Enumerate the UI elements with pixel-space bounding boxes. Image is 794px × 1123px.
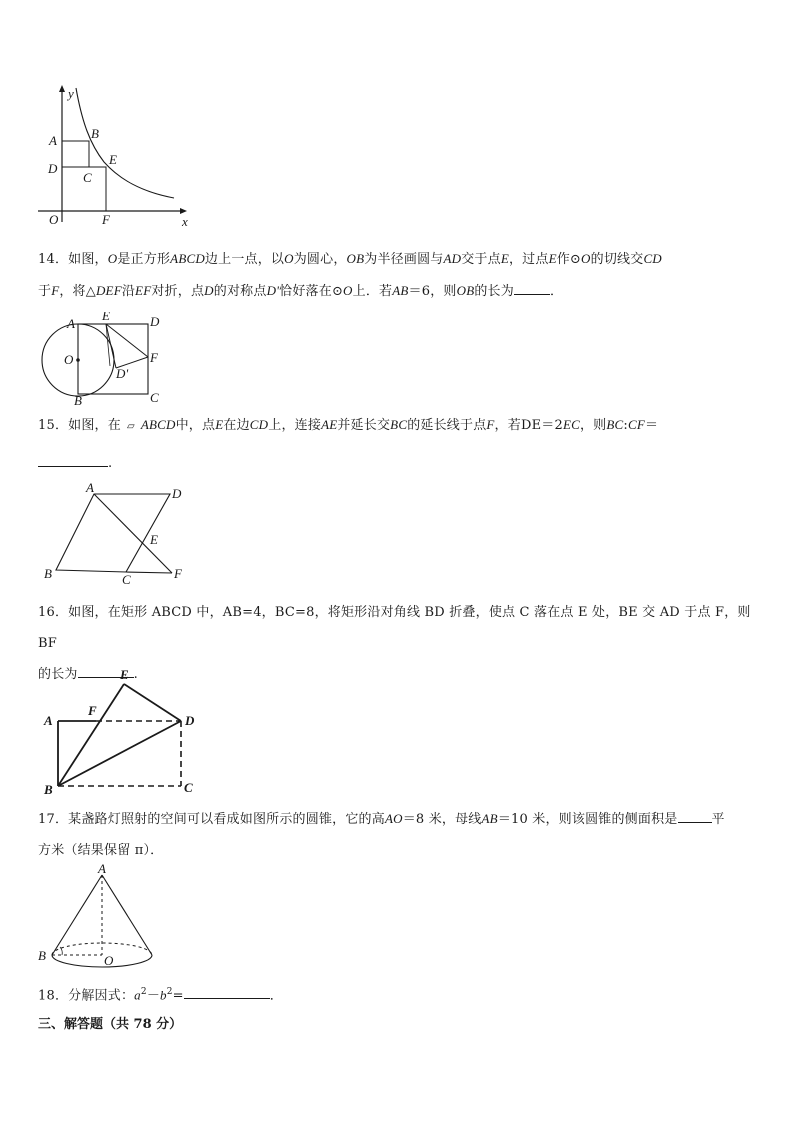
question-text: AO <box>384 811 403 826</box>
question-text: 在边 <box>223 418 250 433</box>
point-label-D: D <box>150 314 160 329</box>
point-label-A: A <box>67 316 75 331</box>
point-label-C: C <box>184 780 193 795</box>
question-text: F <box>486 417 495 432</box>
figure-rectangle-fold <box>34 664 214 796</box>
question-text: ABCD <box>140 417 176 432</box>
point-label-B: B <box>44 782 53 796</box>
question-text: . <box>108 456 113 471</box>
question-text: 的长为 <box>38 667 78 682</box>
question-text: OB <box>456 283 475 298</box>
question-text: 并延长交 <box>337 418 391 433</box>
question-text: ，过点 <box>508 252 549 267</box>
question-text: 如图， <box>68 252 108 267</box>
square-ABCD <box>78 324 148 394</box>
question-text: 为半径画圆与 <box>364 252 444 267</box>
question-text: AB <box>481 811 498 826</box>
point-label-F: F <box>102 212 110 227</box>
point-label-O: O <box>64 352 74 367</box>
parallelogram-symbol: ▱ <box>126 421 135 432</box>
cone-left-slant <box>52 875 102 955</box>
segment-AF <box>94 494 172 573</box>
question-text: ，若 <box>494 418 521 433</box>
question-text: E <box>548 251 557 266</box>
point-label-E: E <box>120 667 129 682</box>
question-text: AB <box>392 283 409 298</box>
question-text: 交于点 <box>461 252 501 267</box>
question-text: EC <box>562 417 580 432</box>
question-text: CD <box>249 417 269 432</box>
question-text: BC <box>606 417 624 432</box>
question-text: EF <box>135 283 152 298</box>
point-label-B: B <box>44 566 52 581</box>
question-text: ． <box>549 284 564 299</box>
rectangle-ABCD <box>62 141 89 167</box>
question-text: ＝ <box>645 418 659 433</box>
question-text: － <box>146 988 161 1004</box>
point-label-F: F <box>174 566 182 581</box>
segment-BD <box>58 721 181 786</box>
question-text: 于 <box>38 284 52 299</box>
segment-BE <box>58 684 124 786</box>
question-text: 恰好落在⊙ <box>279 284 344 299</box>
point-label-D: D <box>48 161 58 176</box>
q15-line1 <box>38 409 758 442</box>
question-text: 2 <box>140 987 147 997</box>
question-text: b <box>160 987 167 1003</box>
question-text: : <box>623 418 628 433</box>
point-label-E: E <box>102 312 110 323</box>
question-text: O <box>581 251 591 266</box>
q14-line1 <box>38 243 758 275</box>
point-label-A: A <box>44 713 53 728</box>
point-label-Dp: D' <box>116 366 129 381</box>
question-text: 16． <box>38 605 69 620</box>
question-text: F <box>51 283 60 298</box>
question-text: 的长为 <box>474 284 514 299</box>
question-text: a <box>134 987 141 1003</box>
figure-square-circle <box>34 312 174 408</box>
point-label-F: F <box>150 350 158 365</box>
answer-blank-14[interactable] <box>514 282 550 295</box>
question-text: 的延长线于点 <box>407 418 487 433</box>
question-text: 如图，在矩形 ABCD 中，AB=4，BC=8，将矩形沿对角线 BD 折叠，使点 C 落在点 E 处，BE 交 AD 于点 F，则 BF <box>38 605 751 651</box>
question-text: D <box>204 283 214 298</box>
point-label-x: x <box>182 214 188 229</box>
point-label-C: C <box>122 572 131 586</box>
question-14 <box>38 243 758 307</box>
point-label-C: C <box>150 390 159 405</box>
figure-hyperbola <box>34 82 194 232</box>
question-text: ＝8 米，母线 <box>402 812 482 827</box>
question-text: ＝10 米，则该圆锥的侧面积是 <box>497 812 678 827</box>
question-text: E <box>500 251 509 266</box>
point-label-B: B <box>91 126 99 141</box>
point-label-B: B <box>74 393 82 408</box>
point-label-E: E <box>109 152 117 167</box>
question-text: AE <box>321 417 338 432</box>
point-label-B: B <box>38 948 46 963</box>
question-text: 14． <box>38 252 69 267</box>
point-label-O: O <box>49 212 59 227</box>
question-text: E <box>215 417 224 432</box>
question-text: 的切线交 <box>590 252 644 267</box>
answer-blank-17[interactable] <box>678 810 712 823</box>
question-text: 中，点 <box>175 418 216 433</box>
question-text: O <box>107 251 118 266</box>
question-text: = <box>172 988 184 1004</box>
section-heading: 三、解答题（共 78 分） <box>38 1017 183 1032</box>
answer-blank-15[interactable] <box>38 454 108 467</box>
point-label-A: A <box>98 863 106 876</box>
question-text: 平 <box>711 812 725 827</box>
question-text: DE <box>520 418 542 433</box>
question-text: 17． <box>38 812 69 827</box>
figure-parallelogram <box>34 480 194 586</box>
segment-ED <box>124 684 181 721</box>
q16-line1 <box>38 597 758 659</box>
question-text: ABCD <box>170 251 205 266</box>
question-text: O <box>284 251 294 266</box>
question-text: O <box>343 283 353 298</box>
figure-cone <box>34 863 164 971</box>
question-text: BC <box>390 417 408 432</box>
question-18 <box>38 977 758 1011</box>
question-text: 的对称点 <box>213 284 267 299</box>
question-text: 15． <box>38 418 69 433</box>
question-text: D' <box>266 283 280 298</box>
question-text: 上，连接 <box>268 418 322 433</box>
question-text: 方米（结果保留 π）． <box>38 843 164 858</box>
question-text: ＝2 <box>541 418 563 433</box>
q14-line2 <box>38 275 758 307</box>
point-O <box>76 358 80 362</box>
point-label-C: C <box>83 170 92 185</box>
q17-line2 <box>38 835 758 866</box>
question-15 <box>38 409 758 479</box>
point-label-E: E <box>150 532 158 547</box>
question-text: CF <box>627 417 645 432</box>
question-text: . <box>133 667 138 682</box>
question-text: 沿 <box>121 284 136 299</box>
point-label-F: F <box>88 703 97 718</box>
question-text: ＝6，则 <box>408 284 457 299</box>
segment-E-tangent <box>106 324 110 366</box>
segment-CF <box>126 572 172 573</box>
question-text: ，将△ <box>59 284 96 299</box>
q15-line2 <box>38 448 758 479</box>
question-text: 如图，在 <box>68 418 121 433</box>
point-label-D: D <box>172 486 182 501</box>
point-label-D: D <box>185 713 195 728</box>
question-text: ． <box>269 988 283 1004</box>
question-text: DEF <box>95 283 122 298</box>
cone-base-front <box>52 955 152 967</box>
question-text: 作⊙ <box>556 252 582 267</box>
point-label-O: O <box>104 953 114 968</box>
point-label-A: A <box>49 133 57 148</box>
point-label-y: y <box>68 86 74 101</box>
question-text: 分解因式： <box>68 988 135 1004</box>
question-text: 18． <box>38 988 69 1004</box>
question-text: OB <box>346 251 365 266</box>
answer-blank-18[interactable] <box>184 986 270 999</box>
point-label-A: A <box>86 480 94 495</box>
question-text: 为圆心， <box>293 252 347 267</box>
question-17 <box>38 803 758 866</box>
question-text: CD <box>643 251 662 266</box>
question-text: 对折，点 <box>151 284 205 299</box>
question-text: 某盏路灯照射的空间可以看成如图所示的圆锥，它的高 <box>68 812 385 827</box>
question-text: ，则 <box>579 418 607 433</box>
question-text: 是正方形 <box>117 252 171 267</box>
question-text: 2 <box>166 987 173 997</box>
y-arrow <box>59 85 65 92</box>
question-text: AD <box>443 251 462 266</box>
question-text: 上．若 <box>352 284 393 299</box>
question-text: 边上一点，以 <box>204 252 285 267</box>
q17-line1 <box>38 803 758 835</box>
